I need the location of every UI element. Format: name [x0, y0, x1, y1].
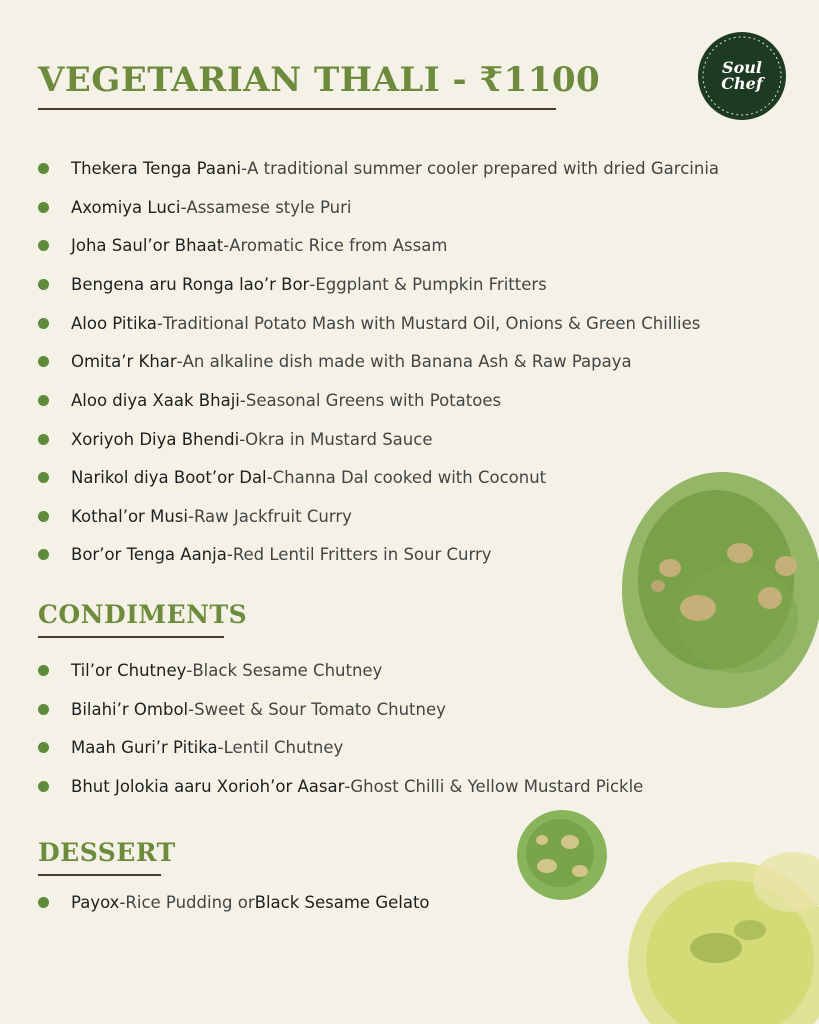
bullet-icon — [38, 897, 49, 908]
title-underline — [38, 108, 556, 110]
dish-description: Eggplant & Pumpkin Fritters — [315, 274, 547, 294]
dish-separator: - — [266, 467, 273, 487]
bullet-icon — [38, 279, 49, 290]
dish-description: Aromatic Rice from Assam — [229, 235, 448, 255]
dessert-name: Payox — [71, 892, 120, 912]
dish-description: Red Lentil Fritters in Sour Curry — [232, 544, 492, 564]
condiment-separator: - — [186, 660, 193, 680]
bullet-icon — [38, 665, 49, 676]
menu-item — [38, 427, 808, 451]
dish-description: An alkaline dish made with Banana Ash & Raw Papaya — [182, 351, 632, 371]
dish-name: Bor’or Tenga Aanja — [71, 544, 227, 564]
condiment-item — [38, 735, 808, 759]
dish-description: A traditional summer cooler prepared with dried Garcinia — [247, 158, 720, 178]
soul-chef-logo — [698, 32, 786, 120]
menu-item — [38, 272, 808, 296]
menu-item — [38, 195, 808, 219]
dessert-separator: - — [119, 892, 126, 912]
bullet-icon — [38, 395, 49, 406]
bullet-icon — [38, 356, 49, 367]
menu-item — [38, 388, 808, 412]
dish-separator: - — [239, 429, 246, 449]
logo-ring-icon — [698, 32, 786, 120]
dish-description: Assamese style Puri — [186, 197, 352, 217]
condiment-description: Ghost Chilli & Yellow Mustard Pickle — [350, 776, 644, 796]
dish-name: Xoriyoh Diya Bhendi — [71, 429, 240, 449]
dish-separator: - — [223, 235, 230, 255]
bullet-icon — [38, 704, 49, 715]
dessert-heading: DESSERT — [38, 838, 176, 867]
yellow-puri-illustration — [628, 850, 819, 1024]
dish-name: Omita’r Khar — [71, 351, 177, 371]
dish-description: Traditional Potato Mash with Mustard Oil, Onions & Green Chillies — [162, 313, 701, 333]
logo-line-2: Chef — [721, 74, 763, 93]
condiments-heading: CONDIMENTS — [38, 600, 248, 629]
dish-separator: - — [156, 313, 163, 333]
dish-name: Aloo diya Xaak Bhaji — [71, 390, 240, 410]
dish-name: Thekera Tenga Paani — [71, 158, 242, 178]
condiment-separator: - — [344, 776, 351, 796]
condiment-name: Maah Guri’r Pitika — [71, 737, 218, 757]
dish-separator: - — [309, 274, 316, 294]
bullet-icon — [38, 511, 49, 522]
dish-separator: - — [187, 506, 194, 526]
dish-description: Seasonal Greens with Potatoes — [245, 390, 502, 410]
bullet-icon — [38, 472, 49, 483]
dish-separator: - — [226, 544, 233, 564]
dish-separator: - — [241, 158, 248, 178]
condiment-separator: - — [217, 737, 224, 757]
bullet-icon — [38, 240, 49, 251]
dish-name: Narikol diya Boot’or Dal — [71, 467, 267, 487]
menu-item — [38, 156, 808, 180]
dessert-description: Rice Pudding or — [125, 892, 255, 912]
dish-description: Channa Dal cooked with Coconut — [272, 467, 547, 487]
dish-description: Raw Jackfruit Curry — [193, 506, 352, 526]
condiment-name: Bilahi’r Ombol — [71, 699, 189, 719]
dessert-name-2: Black Sesame Gelato — [254, 892, 430, 912]
logo-line-1: Soul — [722, 58, 762, 77]
bullet-icon — [38, 318, 49, 329]
dessert-underline — [38, 874, 161, 876]
condiments-underline — [38, 636, 224, 638]
bullet-icon — [38, 549, 49, 560]
dish-name: Joha Saul’or Bhaat — [71, 235, 224, 255]
small-fritter-illustration — [514, 808, 610, 902]
bullet-icon — [38, 781, 49, 792]
bullet-icon — [38, 742, 49, 753]
condiment-description: Black Sesame Chutney — [192, 660, 383, 680]
condiment-separator: - — [188, 699, 195, 719]
bullet-icon — [38, 434, 49, 445]
green-fritter-illustration — [618, 468, 819, 720]
condiment-description: Lentil Chutney — [223, 737, 344, 757]
bullet-icon — [38, 202, 49, 213]
condiment-item — [38, 774, 808, 798]
dish-name: Kothal’or Musi — [71, 506, 188, 526]
condiment-name: Til’or Chutney — [71, 660, 187, 680]
dish-separator: - — [176, 351, 183, 371]
condiment-description: Sweet & Sour Tomato Chutney — [194, 699, 446, 719]
dish-separator: - — [239, 390, 246, 410]
dish-name: Bengena aru Ronga lao’r Bor — [71, 274, 310, 294]
dish-description: Okra in Mustard Sauce — [245, 429, 433, 449]
menu-item — [38, 349, 808, 373]
bullet-icon — [38, 163, 49, 174]
dish-name: Aloo Pitika — [71, 313, 157, 333]
menu-item — [38, 311, 808, 335]
page-title: VEGETARIAN THALI - ₹1100 — [38, 60, 601, 100]
dish-separator: - — [180, 197, 187, 217]
dish-name: Axomiya Luci — [71, 197, 181, 217]
condiment-name: Bhut Jolokia aaru Xorioh’or Aasar — [71, 776, 345, 796]
menu-item — [38, 233, 808, 257]
